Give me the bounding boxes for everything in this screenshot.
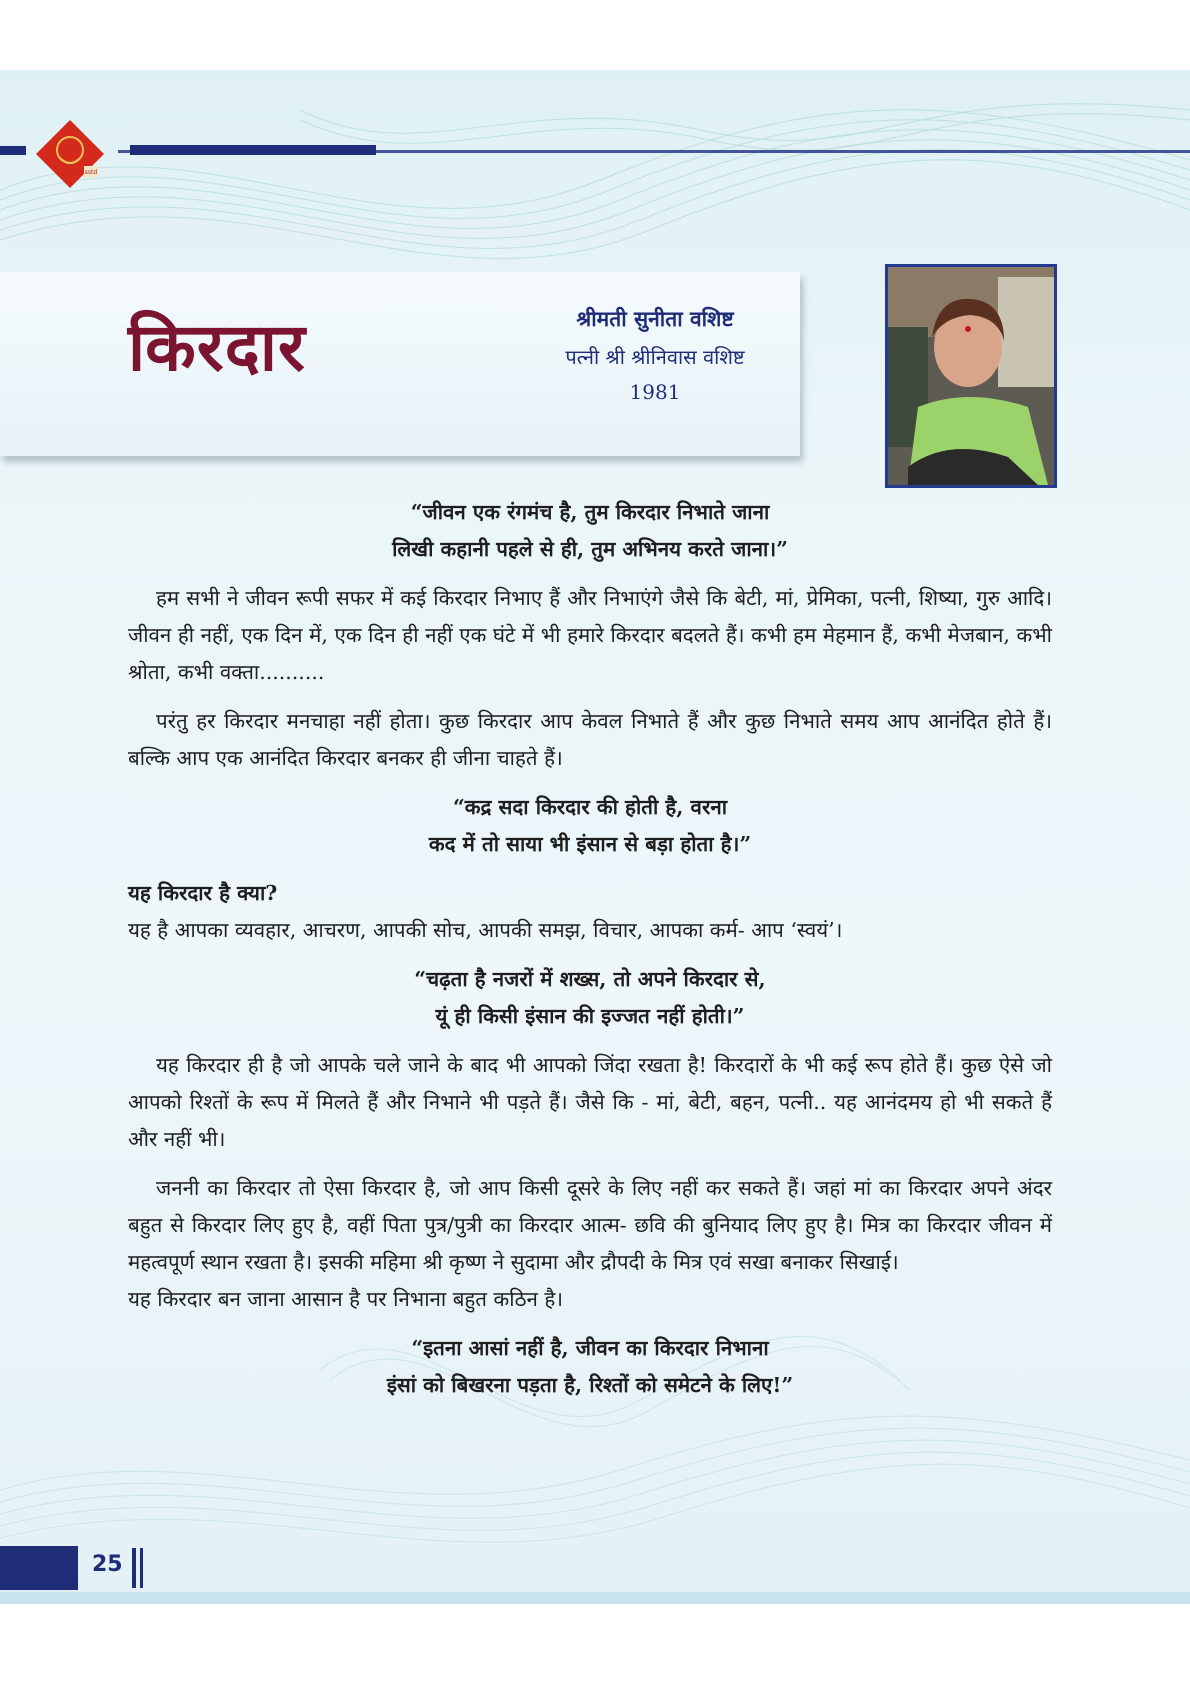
section-heading: यह किरदार है क्या? [128, 881, 278, 905]
header-rule-accent [130, 145, 376, 155]
paragraph-4: जननी का किरदार तो ऐसा किरदार है, जो आप किसी दूसरे के लिए नहीं कर सकते हैं। जहां मां का किरदार अपने अंदर बहुत से किरदार लिए हुए है, वहीं पिता पुत्र/पुत्री का किरदार आत्म- छवि की बुनियाद लिए हुए है। मित्र का किरदार जीवन में महत्वपूर्ण स्थान रखता है। इसकी महिमा श्री कृष्ण ने सुदामा और द्रौपदी के मित्र एवं सखा बनाकर सिखाई। [128, 1176, 1052, 1274]
couplet-1-line-1: “जीवन एक रंगमंच है, तुम किरदार निभाते जाना [410, 500, 770, 524]
author-photo [885, 264, 1057, 488]
couplet-3 [128, 961, 1052, 1035]
article-body [128, 494, 1052, 1416]
paragraph-3: यह किरदार ही है जो आपके चले जाने के बाद भी आपको जिंदा रखता है! किरदारों के भी कई रूप होते हैं। कुछ ऐसे जो आपको रिश्तों के रूप में मिलते हैं और निभाने भी पड़ते हैं। जैसे कि - मां, बेटी, बहन, पत्नी.. यह आनंदमय हो भी सकते हैं और नहीं भी। [128, 1053, 1052, 1151]
couplet-1-line-2: लिखी कहानी पहले से ही, तुम अभिनय करते जाना।” [392, 537, 788, 561]
couplet-3-line-2: यूं ही किसी इंसान की इज्जत नहीं होती।” [435, 1004, 745, 1028]
paragraph-1: हम सभी ने जीवन रूपी सफर में कई किरदार निभाए हैं और निभाएंगे जैसे कि बेटी, मां, प्रेमिका, पत्नी, शिष्या, गुरु आदि। जीवन ही नहीं, एक दिन में, एक दिन ही नहीं एक घंटे में भी हमारे किरदार बदलते हैं। कभी हम मेहमान हैं, कभी मेजबान, कभी श्रोता, कभी वक्ता.......... [128, 586, 1052, 684]
bottom-strip [0, 1592, 1190, 1604]
person-photo-icon [888, 267, 1054, 485]
author-relation: पत्नी श्री श्रीनिवास वशिष्ट [565, 345, 745, 369]
couplet-3-line-1: “चढ़ता है नजरों में शख्स, तो अपने किरदार से, [414, 967, 766, 991]
logo-icon [34, 118, 106, 190]
paragraph-2: परंतु हर किरदार मनचाहा नहीं होता। कुछ किरदार आप केवल निभाते हैं और कुछ निभाते समय आप आनंदित होते हैं। बल्कि आप एक आनंदित किरदार बनकर ही जीना चाहते हैं। [128, 709, 1052, 770]
page-number: 25 [92, 1552, 123, 1577]
page-number-bar [0, 1546, 78, 1590]
page-number-rule [132, 1548, 136, 1588]
couplet-2 [128, 789, 1052, 863]
article-title: किरदार [128, 309, 306, 386]
author-name: श्रीमती सुनीता वशिष्ट [576, 306, 734, 331]
couplet-2-line-1: “कद्र सदा किरदार की होती है, वरना [452, 795, 728, 819]
definition-line: यह है आपका व्यवहार, आचरण, आपकी सोच, आपकी समझ, विचार, आपका कर्म- आप ‘स्वयं’। [128, 918, 843, 942]
author-block [520, 305, 790, 404]
couplet-4 [128, 1330, 1052, 1404]
couplet-2-line-2: कद में तो साया भी इंसान से बड़ा होता है।” [428, 832, 752, 856]
author-year: 1981 [629, 380, 681, 404]
page-number-rule-thin [140, 1548, 143, 1588]
couplet-1 [128, 494, 1052, 568]
header-rule-accent-left [0, 146, 26, 155]
couplet-4-line-2: इंसां को बिखरना पड़ता है, रिश्तों को समेटने के लिए!” [386, 1373, 794, 1397]
closing-line: यह किरदार बन जाना आसान है पर निभाना बहुत कठिन है। [128, 1287, 564, 1311]
couplet-4-line-1: “इतना आसां नहीं है, जीवन का किरदार निभाना [411, 1336, 769, 1360]
logo-badge: sstd [84, 169, 98, 176]
